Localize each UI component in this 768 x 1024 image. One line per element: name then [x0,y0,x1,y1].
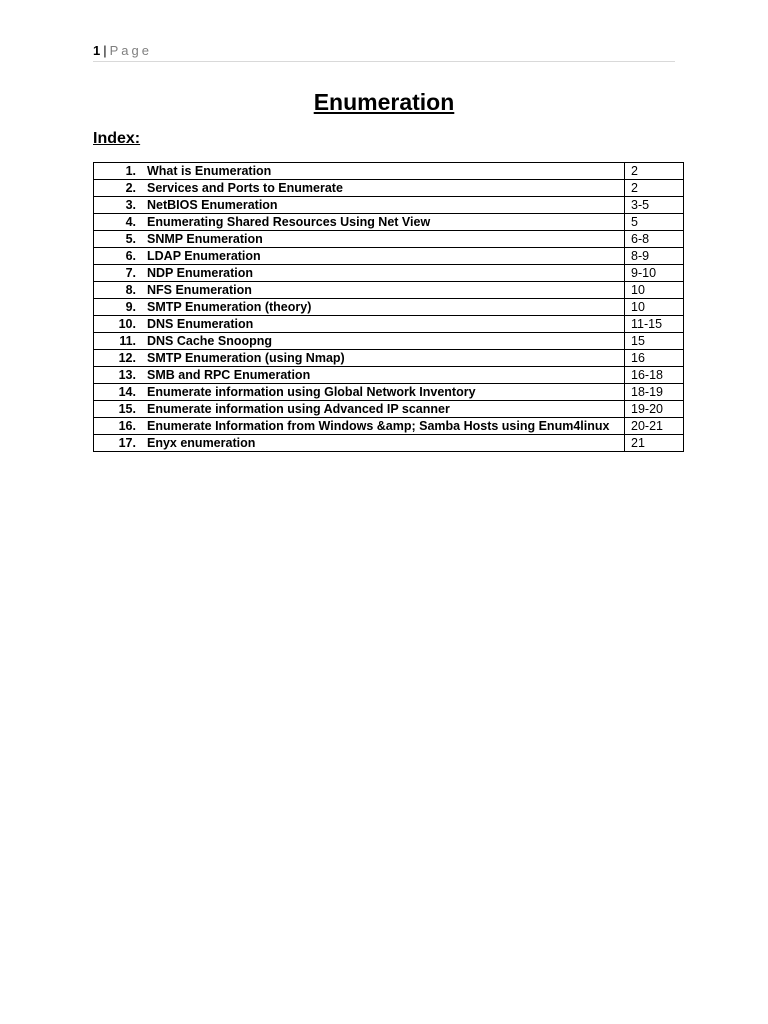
page-label: Page [109,43,152,58]
index-number: 1. [125,164,136,178]
index-row [94,367,684,384]
index-pages: 8-9 [625,248,684,265]
index-title: Services and Ports to Enumerate [147,181,343,195]
index-number: 8. [125,283,136,297]
index-row [94,384,684,401]
index-row [94,214,684,231]
index-pages: 2 [625,163,684,180]
index-heading: Index: [93,130,141,147]
index-number: 10. [118,317,136,331]
index-title: LDAP Enumeration [147,249,261,263]
index-title: DNS Enumeration [147,317,254,331]
index-number: 3. [125,198,136,212]
page-header [93,42,675,62]
index-row [94,401,684,418]
index-pages: 20-21 [625,418,684,435]
index-row [94,231,684,248]
index-title: Enumerate information using Global Network Inventory [147,385,476,399]
index-pages: 10 [625,299,684,316]
index-title: Enumerating Shared Resources Using Net View [147,215,431,229]
index-pages: 21 [625,435,684,452]
index-row [94,265,684,282]
index-pages: 16 [625,350,684,367]
index-number: 7. [125,266,136,280]
index-row [94,299,684,316]
index-title: NDP Enumeration [147,266,254,280]
index-title: SMB and RPC Enumeration [147,368,311,382]
index-pages: 2 [625,180,684,197]
index-number: 16. [118,419,136,433]
index-table [93,162,684,452]
index-number: 9. [125,300,136,314]
index-title: SMTP Enumeration (theory) [147,300,312,314]
index-pages: 9-10 [625,265,684,282]
index-title: NFS Enumeration [147,283,252,297]
index-number: 13. [118,368,136,382]
index-row [94,316,684,333]
document-title: Enumeration [313,89,455,115]
index-row [94,435,684,452]
index-title: NetBIOS Enumeration [147,198,278,212]
index-title: SMTP Enumeration (using Nmap) [147,351,345,365]
index-pages: 3-5 [625,197,684,214]
index-title: Enumerate Information from Windows &amp; Samba Hosts using Enum4linux [147,419,610,433]
page-number: 1 [93,43,101,58]
index-number: 6. [125,249,136,263]
index-number: 15. [118,402,136,416]
index-pages: 5 [625,214,684,231]
index-pages: 10 [625,282,684,299]
index-row [94,333,684,350]
index-pages: 18-19 [625,384,684,401]
index-row [94,418,684,435]
index-number: 5. [125,232,136,246]
index-pages: 6-8 [625,231,684,248]
index-title: What is Enumeration [147,164,272,178]
index-row [94,282,684,299]
index-number: 2. [125,181,136,195]
index-number: 14. [118,385,136,399]
index-pages: 19-20 [625,401,684,418]
index-pages: 15 [625,333,684,350]
index-row [94,163,684,180]
index-pages: 11-15 [625,316,684,333]
index-row [94,350,684,367]
index-title: Enumerate information using Advanced IP scanner [147,402,450,416]
index-row [94,197,684,214]
index-title: DNS Cache Snoopng [147,334,273,348]
index-number: 4. [125,215,136,229]
page-separator: | [103,43,107,58]
index-row [94,248,684,265]
index-number: 11. [119,334,136,348]
index-title: SNMP Enumeration [147,232,263,246]
index-number: 17. [118,436,136,450]
index-pages: 16-18 [625,367,684,384]
index-title: Enyx enumeration [147,436,256,450]
index-number: 12. [118,351,136,365]
index-row [94,180,684,197]
